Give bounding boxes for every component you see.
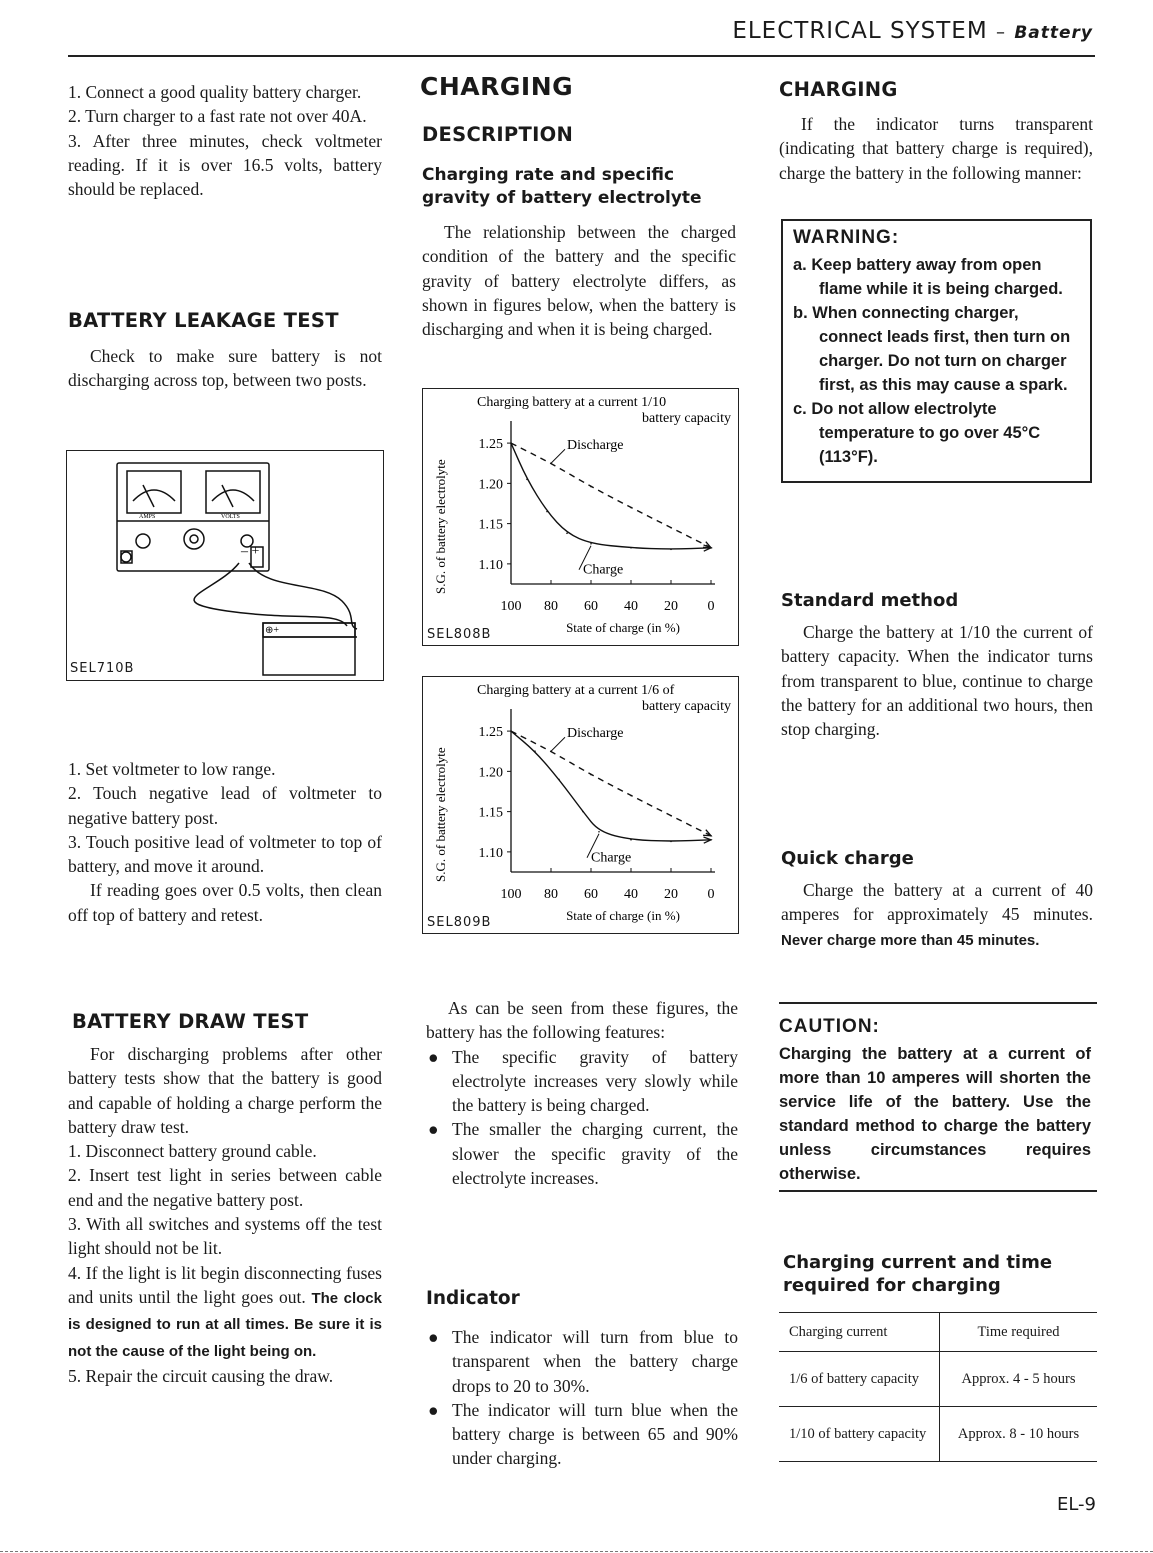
list-item: 2. Turn charger to a fast rate not over 40A.: [68, 106, 367, 127]
discharge-leader: [551, 449, 565, 463]
y-tick-label: 1.20: [478, 765, 503, 781]
data-point-charge: [546, 511, 548, 513]
bullet-icon: ●: [428, 1327, 439, 1347]
bullet-icon: ●: [428, 1119, 439, 1140]
charge-annotation: Charge: [583, 562, 624, 578]
draw-step4-text: 4. If the light is lit begin disconnecting fuses and units until the light goes out.: [68, 1262, 382, 1307]
table-cell: Approx. 4 - 5 hours: [940, 1352, 1098, 1407]
data-point-charge: [590, 543, 592, 545]
minus-plus-glyph: – +: [241, 544, 260, 559]
bullet-icon: ●: [428, 1046, 439, 1067]
data-point-charge: [630, 839, 632, 841]
list-item: [426, 1117, 738, 1190]
bullet-icon: ●: [428, 1399, 439, 1420]
list-item: 3. Touch positive lead of voltmeter to top of battery, and move it around.: [68, 831, 382, 877]
y-tick-label: 1.25: [478, 725, 503, 741]
x-tick-label: 80: [544, 887, 558, 902]
chart1-svg: [423, 389, 737, 644]
caution-title: CAUTION:: [779, 1016, 880, 1037]
table-header-row: [779, 1313, 1097, 1352]
charging-subheading: CHARGING: [779, 78, 898, 101]
table-cell: Approx. 8 - 10 hours: [940, 1407, 1098, 1462]
indicator-text: The indicator will turn blue when the battery charge is between 65 and 90% under charging.: [452, 1399, 738, 1469]
clock-note: The clock is designed to run at all times. Be sure it is not the cause of the light being on.: [68, 1289, 382, 1360]
data-point-discharge: [670, 527, 672, 529]
y-axis-label: S.G. of battery electrolyte: [433, 459, 448, 594]
series-line-discharge: [511, 443, 711, 548]
standard-method-heading: Standard method: [781, 590, 959, 611]
col1-steps-a: [68, 80, 382, 201]
data-point-charge: [630, 547, 632, 549]
draw-test-body: [68, 1042, 382, 1388]
discharge-annotation: Discharge: [567, 726, 624, 742]
data-point-charge: [558, 779, 560, 781]
leakage-test-figure: [66, 450, 384, 681]
table-cell: 1/10 of battery capacity: [779, 1407, 940, 1462]
meter-volts-label: VOLTS: [221, 514, 240, 520]
y-tick-label: 1.10: [478, 557, 503, 573]
list-item: [426, 1398, 738, 1471]
x-tick-label: 0: [707, 887, 715, 902]
page-header: [732, 18, 1093, 44]
indicator-block: [426, 1325, 738, 1471]
quick-charge-text: Charge the battery at a current of 40 amperes for approximately 45 minutes.: [781, 880, 1093, 925]
x-tick-label: 40: [624, 887, 638, 902]
meter-amps-label: AMPS: [139, 514, 156, 520]
list-item: 1. Set voltmeter to low range.: [68, 759, 276, 779]
x-tick-label: 100: [500, 887, 522, 902]
x-tick-label: 20: [664, 887, 678, 902]
list-item: 3. With all switches and systems off the test light should not be lit.: [68, 1214, 382, 1259]
chart1-figure-code: SEL808B: [427, 627, 492, 642]
warning-box: [781, 219, 1092, 483]
x-tick-label: 60: [584, 599, 598, 614]
list-item: [68, 1261, 382, 1364]
data-point-charge: [510, 442, 512, 444]
features-block: [426, 996, 738, 1190]
list-item: [426, 1325, 738, 1398]
chart-title-line2: battery capacity: [641, 699, 731, 714]
draw-test-text: For discharging problems after other battery tests show that the battery is good and capable of holding a charge perform the battery draw test.: [68, 1044, 382, 1137]
features-intro: As can be seen from these figures, the battery has the following features:: [426, 998, 738, 1043]
indicator-heading: Indicator: [426, 1288, 520, 1309]
data-point-discharge: [590, 774, 592, 776]
data-point-charge: [670, 549, 672, 551]
table-row: [779, 1407, 1097, 1462]
standard-method-text: Charge the battery at 1/10 the current of battery capacity. When the indicator turns from transparent to blue, continue to charge the battery for an additional two hours, then stop charging.: [781, 622, 1093, 740]
series-line-charge: [511, 731, 711, 841]
list-item: [426, 1045, 738, 1118]
table-header-cell: Time required: [940, 1313, 1098, 1352]
x-axis-label: State of charge (in %): [566, 620, 680, 635]
x-tick-label: 40: [624, 599, 638, 614]
data-point-charge: [534, 750, 536, 752]
data-point-charge: [566, 532, 568, 534]
page-number: EL-9: [1056, 1494, 1096, 1515]
x-tick-label: 60: [584, 887, 598, 902]
caution-text: Charging the battery at a current of more than 10 amperes will shorten the service life of the battery. Use the standard method to charge the battery unless circumstances requires otherwise.: [779, 1045, 1091, 1183]
header-subtitle: Battery: [1014, 23, 1093, 43]
table-cell: 1/6 of battery capacity: [779, 1352, 940, 1407]
y-axis-label: S.G. of battery electrolyte: [433, 747, 448, 882]
quick-charge-body: [781, 878, 1093, 953]
x-tick-label: 0: [707, 599, 715, 614]
chart-title: Charging battery at a current 1/6 of: [477, 683, 675, 698]
charge-annotation: Charge: [591, 850, 632, 866]
chart2-figure-code: SEL809B: [427, 915, 492, 930]
leakage-note: If reading goes over 0.5 volts, then clean off top of battery and retest.: [68, 880, 382, 925]
list-item: 2. Touch negative lead of voltmeter to negative battery post.: [68, 783, 382, 828]
warning-item: b. When connecting charger, connect leads first, then turn on charger. Do not turn on charger first, as this may cause a spark.: [793, 304, 1071, 394]
quick-charge-heading: Quick charge: [781, 848, 914, 869]
x-tick-label: 100: [500, 599, 522, 614]
chart-title-line2: battery capacity: [641, 411, 731, 426]
header-title: ELECTRICAL SYSTEM: [732, 18, 988, 44]
feature-text: The smaller the charging current, the slower the specific gravity of the electrolyte increases.: [452, 1119, 738, 1189]
battery-terminal-glyph: ⊕+: [265, 625, 280, 636]
series-arrow-discharge: [703, 830, 711, 836]
leakage-test-heading: BATTERY LEAKAGE TEST: [68, 309, 339, 332]
table-heading: Charging current and time required for charging: [783, 1252, 1053, 1296]
x-tick-label: 80: [544, 599, 558, 614]
warning-item: a. Keep battery away from open flame while it is being charged.: [793, 256, 1063, 298]
list-item: 2. Insert test light in series between cable end and the negative battery post.: [68, 1165, 382, 1210]
table-row: [779, 1352, 1097, 1407]
y-tick-label: 1.10: [478, 845, 503, 861]
y-tick-label: 1.25: [478, 437, 503, 453]
rate-gravity-heading: Charging rate and specific gravity of battery electrolyte: [422, 165, 702, 208]
indicator-text: The indicator will turn from blue to transparent when the battery charge drops to 20 to 30%.: [452, 1327, 738, 1396]
data-point-charge: [598, 831, 600, 833]
warning-item: c. Do not allow electrolyte temperature to go over 45°C (113°F).: [793, 400, 1041, 466]
discharge-leader: [551, 737, 565, 751]
data-point-charge: [510, 730, 512, 732]
x-tick-label: 20: [664, 599, 678, 614]
caution-box: [779, 1002, 1097, 1192]
data-point-charge: [670, 841, 672, 843]
figure-code: SEL710B: [70, 661, 135, 676]
y-tick-label: 1.20: [478, 477, 503, 493]
data-point-discharge: [630, 795, 632, 797]
leakage-steps: [68, 757, 382, 927]
chart2-svg: [423, 677, 737, 932]
leakage-test-text: Check to make sure battery is not discharging across top, between two posts.: [68, 346, 382, 391]
chart-title: Charging battery at a current 1/10: [477, 395, 667, 410]
header-dash: –: [996, 22, 1006, 43]
meter-battery-illustration: [67, 451, 382, 679]
description-text: The relationship between the charged condition of the battery and the specific gravity of battery electrolyte differs, as shown in figures below, when the battery is discharging and when it is being charged.: [422, 222, 736, 340]
charging-time-table: [779, 1312, 1097, 1462]
warning-title: WARNING:: [793, 227, 900, 248]
charging-intro: If the indicator turns transparent (indicating that battery charge is required), charge the battery in the following manner:: [779, 114, 1093, 183]
series-line-discharge: [511, 731, 711, 836]
draw-test-heading: BATTERY DRAW TEST: [72, 1010, 309, 1033]
chart-sel809b: [422, 676, 739, 934]
data-point-discharge: [630, 507, 632, 509]
data-point-charge: [582, 811, 584, 813]
chart-sel808b: [422, 388, 739, 646]
list-item: 5. Repair the circuit causing the draw.: [68, 1365, 334, 1386]
list-item: 1. Disconnect battery ground cable.: [68, 1141, 317, 1162]
list-item: 3. After three minutes, check voltmeter reading. If it is over 16.5 volts, battery should be replaced.: [68, 130, 382, 200]
discharge-annotation: Discharge: [567, 438, 624, 454]
charging-heading: CHARGING: [420, 72, 574, 101]
x-axis-label: State of charge (in %): [566, 908, 680, 923]
data-point-charge: [526, 479, 528, 481]
feature-text: The specific gravity of battery electrolyte increases very slowly while the battery is being charged.: [452, 1046, 738, 1116]
quick-charge-limit: Never charge more than 45 minutes.: [781, 931, 1040, 949]
table-header-cell: Charging current: [779, 1313, 940, 1352]
description-heading: DESCRIPTION: [422, 123, 574, 146]
y-tick-label: 1.15: [478, 805, 503, 821]
y-tick-label: 1.15: [478, 517, 503, 533]
data-point-discharge: [670, 815, 672, 817]
header-rule: [68, 55, 1095, 57]
data-point-discharge: [590, 486, 592, 488]
list-item: 1. Connect a good quality battery charger.: [68, 82, 362, 102]
